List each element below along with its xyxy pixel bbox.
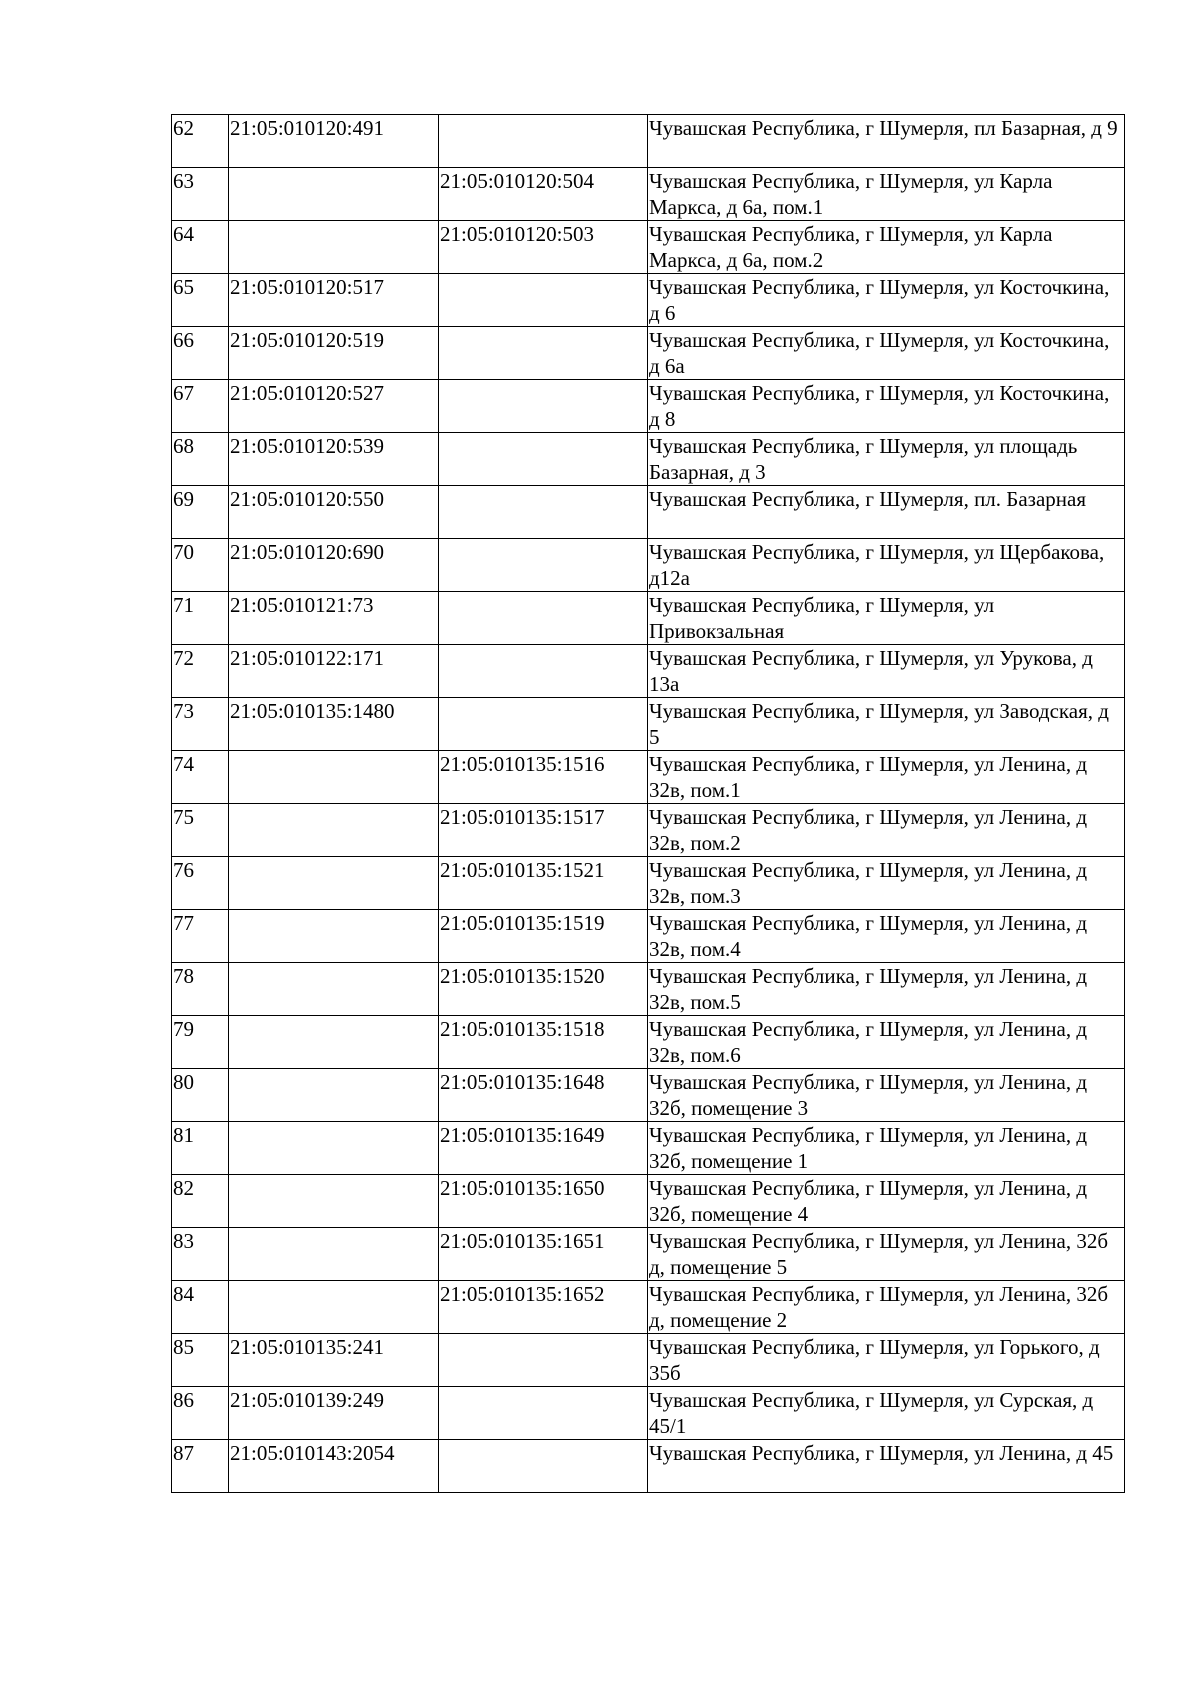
premise-cadastral-number-cell xyxy=(439,327,648,380)
table-row xyxy=(172,1387,1125,1440)
address-cell: Чувашская Республика, г Шумерля, ул Ленина, д 32б, помещение 1 xyxy=(648,1122,1125,1175)
parcel-cadastral-number-cell: 21:05:010139:249 xyxy=(229,1387,439,1440)
parcel-cadastral-number-cell: 21:05:010120:690 xyxy=(229,539,439,592)
parcel-cadastral-number-cell xyxy=(229,1122,439,1175)
row-number-cell: 84 xyxy=(172,1281,229,1334)
address-cell: Чувашская Республика, г Шумерля, ул Ленина, д 45 xyxy=(648,1440,1125,1493)
premise-cadastral-number-cell: 21:05:010135:1648 xyxy=(439,1069,648,1122)
row-number-cell: 66 xyxy=(172,327,229,380)
table-row xyxy=(172,380,1125,433)
row-number-cell: 74 xyxy=(172,751,229,804)
parcel-cadastral-number-cell: 21:05:010120:519 xyxy=(229,327,439,380)
table-row xyxy=(172,168,1125,221)
premise-cadastral-number-cell xyxy=(439,115,648,168)
address-cell: Чувашская Республика, г Шумерля, ул площадь Базарная, д 3 xyxy=(648,433,1125,486)
premise-cadastral-number-cell: 21:05:010135:1516 xyxy=(439,751,648,804)
premise-cadastral-number-cell: 21:05:010135:1520 xyxy=(439,963,648,1016)
row-number-cell: 62 xyxy=(172,115,229,168)
address-cell: Чувашская Республика, г Шумерля, ул Ленина, д 32в, пом.5 xyxy=(648,963,1125,1016)
row-number-cell: 85 xyxy=(172,1334,229,1387)
address-cell: Чувашская Республика, г Шумерля, ул Горького, д 35б xyxy=(648,1334,1125,1387)
row-number-cell: 65 xyxy=(172,274,229,327)
parcel-cadastral-number-cell: 21:05:010135:241 xyxy=(229,1334,439,1387)
table-row xyxy=(172,1334,1125,1387)
address-cell: Чувашская Республика, г Шумерля, ул Карла Маркса, д 6а, пом.2 xyxy=(648,221,1125,274)
address-cell: Чувашская Республика, г Шумерля, пл. Базарная xyxy=(648,486,1125,539)
table-body xyxy=(172,115,1125,1493)
table-row xyxy=(172,1069,1125,1122)
premise-cadastral-number-cell: 21:05:010120:504 xyxy=(439,168,648,221)
parcel-cadastral-number-cell: 21:05:010120:550 xyxy=(229,486,439,539)
table-row xyxy=(172,539,1125,592)
parcel-cadastral-number-cell: 21:05:010120:527 xyxy=(229,380,439,433)
table-row xyxy=(172,1281,1125,1334)
table-row xyxy=(172,645,1125,698)
address-cell: Чувашская Республика, г Шумерля, ул Ленина, д 32в, пом.6 xyxy=(648,1016,1125,1069)
premise-cadastral-number-cell: 21:05:010120:503 xyxy=(439,221,648,274)
parcel-cadastral-number-cell xyxy=(229,1016,439,1069)
row-number-cell: 87 xyxy=(172,1440,229,1493)
table-row xyxy=(172,698,1125,751)
table-row xyxy=(172,1440,1125,1493)
parcel-cadastral-number-cell xyxy=(229,751,439,804)
table-row xyxy=(172,857,1125,910)
premise-cadastral-number-cell: 21:05:010135:1649 xyxy=(439,1122,648,1175)
address-cell: Чувашская Республика, г Шумерля, ул Ленина, д 32в, пом.3 xyxy=(648,857,1125,910)
premise-cadastral-number-cell xyxy=(439,1387,648,1440)
row-number-cell: 70 xyxy=(172,539,229,592)
parcel-cadastral-number-cell xyxy=(229,1281,439,1334)
row-number-cell: 72 xyxy=(172,645,229,698)
address-cell: Чувашская Республика, г Шумерля, ул Ленина, 32б д, помещение 2 xyxy=(648,1281,1125,1334)
address-cell: Чувашская Республика, г Шумерля, ул Ленина, д 32в, пом.1 xyxy=(648,751,1125,804)
address-cell: Чувашская Республика, г Шумерля, пл Базарная, д 9 xyxy=(648,115,1125,168)
address-cell: Чувашская Республика, г Шумерля, ул Карла Маркса, д 6а, пом.1 xyxy=(648,168,1125,221)
premise-cadastral-number-cell xyxy=(439,1440,648,1493)
address-cell: Чувашская Республика, г Шумерля, ул Косточкина, д 6а xyxy=(648,327,1125,380)
table-row xyxy=(172,804,1125,857)
address-cell: Чувашская Республика, г Шумерля, ул Ленина, д 32б, помещение 3 xyxy=(648,1069,1125,1122)
table-row xyxy=(172,115,1125,168)
parcel-cadastral-number-cell xyxy=(229,963,439,1016)
premise-cadastral-number-cell: 21:05:010135:1651 xyxy=(439,1228,648,1281)
parcel-cadastral-number-cell: 21:05:010120:539 xyxy=(229,433,439,486)
premise-cadastral-number-cell xyxy=(439,539,648,592)
table-row xyxy=(172,910,1125,963)
table-row xyxy=(172,1122,1125,1175)
table-row xyxy=(172,274,1125,327)
parcel-cadastral-number-cell xyxy=(229,1228,439,1281)
row-number-cell: 83 xyxy=(172,1228,229,1281)
table-row xyxy=(172,963,1125,1016)
row-number-cell: 79 xyxy=(172,1016,229,1069)
parcel-cadastral-number-cell xyxy=(229,1069,439,1122)
row-number-cell: 73 xyxy=(172,698,229,751)
row-number-cell: 68 xyxy=(172,433,229,486)
row-number-cell: 86 xyxy=(172,1387,229,1440)
row-number-cell: 67 xyxy=(172,380,229,433)
row-number-cell: 80 xyxy=(172,1069,229,1122)
address-cell: Чувашская Республика, г Шумерля, ул Ленина, 32б д, помещение 5 xyxy=(648,1228,1125,1281)
premise-cadastral-number-cell: 21:05:010135:1518 xyxy=(439,1016,648,1069)
row-number-cell: 75 xyxy=(172,804,229,857)
row-number-cell: 64 xyxy=(172,221,229,274)
parcel-cadastral-number-cell: 21:05:010135:1480 xyxy=(229,698,439,751)
row-number-cell: 78 xyxy=(172,963,229,1016)
premise-cadastral-number-cell xyxy=(439,592,648,645)
address-cell: Чувашская Республика, г Шумерля, ул Косточкина, д 8 xyxy=(648,380,1125,433)
parcel-cadastral-number-cell: 21:05:010120:491 xyxy=(229,115,439,168)
table-row xyxy=(172,486,1125,539)
table-row xyxy=(172,221,1125,274)
premise-cadastral-number-cell: 21:05:010135:1521 xyxy=(439,857,648,910)
property-table xyxy=(171,114,1125,1493)
address-cell: Чувашская Республика, г Шумерля, ул Щербакова, д12а xyxy=(648,539,1125,592)
parcel-cadastral-number-cell: 21:05:010121:73 xyxy=(229,592,439,645)
row-number-cell: 82 xyxy=(172,1175,229,1228)
row-number-cell: 81 xyxy=(172,1122,229,1175)
address-cell: Чувашская Республика, г Шумерля, ул Косточкина, д 6 xyxy=(648,274,1125,327)
premise-cadastral-number-cell xyxy=(439,486,648,539)
table-row xyxy=(172,1175,1125,1228)
address-cell: Чувашская Республика, г Шумерля, ул Ленина, д 32б, помещение 4 xyxy=(648,1175,1125,1228)
parcel-cadastral-number-cell: 21:05:010143:2054 xyxy=(229,1440,439,1493)
address-cell: Чувашская Республика, г Шумерля, ул Сурская, д 45/1 xyxy=(648,1387,1125,1440)
address-cell: Чувашская Республика, г Шумерля, ул Урукова, д 13а xyxy=(648,645,1125,698)
table-row xyxy=(172,751,1125,804)
row-number-cell: 71 xyxy=(172,592,229,645)
premise-cadastral-number-cell xyxy=(439,380,648,433)
address-cell: Чувашская Республика, г Шумерля, ул Привокзальная xyxy=(648,592,1125,645)
parcel-cadastral-number-cell xyxy=(229,804,439,857)
table-row xyxy=(172,1228,1125,1281)
address-cell: Чувашская Республика, г Шумерля, ул Ленина, д 32в, пом.2 xyxy=(648,804,1125,857)
row-number-cell: 63 xyxy=(172,168,229,221)
premise-cadastral-number-cell xyxy=(439,274,648,327)
premise-cadastral-number-cell: 21:05:010135:1517 xyxy=(439,804,648,857)
address-cell: Чувашская Республика, г Шумерля, ул Ленина, д 32в, пом.4 xyxy=(648,910,1125,963)
parcel-cadastral-number-cell xyxy=(229,910,439,963)
parcel-cadastral-number-cell xyxy=(229,168,439,221)
parcel-cadastral-number-cell: 21:05:010122:171 xyxy=(229,645,439,698)
table-row xyxy=(172,592,1125,645)
premise-cadastral-number-cell: 21:05:010135:1652 xyxy=(439,1281,648,1334)
parcel-cadastral-number-cell xyxy=(229,1175,439,1228)
premise-cadastral-number-cell xyxy=(439,1334,648,1387)
row-number-cell: 69 xyxy=(172,486,229,539)
parcel-cadastral-number-cell: 21:05:010120:517 xyxy=(229,274,439,327)
premise-cadastral-number-cell xyxy=(439,645,648,698)
parcel-cadastral-number-cell xyxy=(229,221,439,274)
row-number-cell: 76 xyxy=(172,857,229,910)
premise-cadastral-number-cell xyxy=(439,698,648,751)
parcel-cadastral-number-cell xyxy=(229,857,439,910)
table-row xyxy=(172,327,1125,380)
premise-cadastral-number-cell xyxy=(439,433,648,486)
row-number-cell: 77 xyxy=(172,910,229,963)
table-row xyxy=(172,433,1125,486)
premise-cadastral-number-cell: 21:05:010135:1650 xyxy=(439,1175,648,1228)
premise-cadastral-number-cell: 21:05:010135:1519 xyxy=(439,910,648,963)
table-row xyxy=(172,1016,1125,1069)
address-cell: Чувашская Республика, г Шумерля, ул Заводская, д 5 xyxy=(648,698,1125,751)
